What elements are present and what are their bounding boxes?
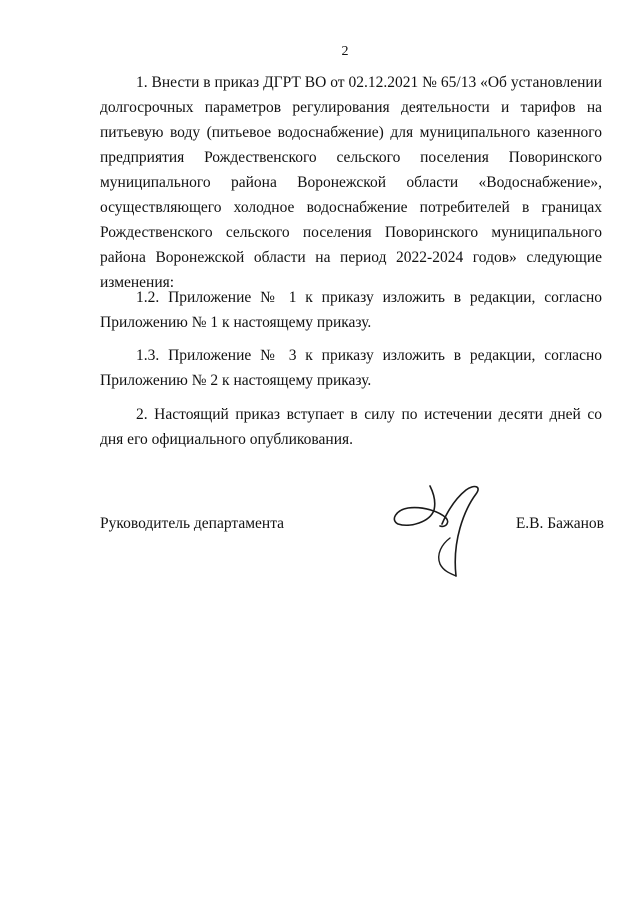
signature-block — [100, 515, 604, 595]
paragraph-appendix-3: 1.3. Приложение № 3 к приказу изложить в редакции, согласно Приложению № 2 к настоящему приказу. — [100, 347, 602, 389]
signatory-title: Руководитель департамента — [100, 515, 285, 532]
paragraph-effective-date: 2. Настоящий приказ вступает в силу по истечении десяти дней со дня его официального опубликования. — [100, 406, 602, 448]
paragraph-amendment-intro: 1. Внести в приказ ДГРТ ВО от 02.12.2021 № 65/13 «Об установлении долгосрочных параметров регулирования деятельности и тарифов на питьевую воду (питьевое водоснабжение) для муниципального казенного предприятия Рождественского сельского поселения Поворинского муниципального района Воронежской области «Водоснабжение», осуществляющего холодное водоснабжение потребителей в границах Рождественского сельского поселения Поворинского муниципального района Воронежской области на период 2022-2024 годов» следующие изменения: — [100, 74, 602, 291]
signatory-name: Е.В. Бажанов — [515, 515, 604, 532]
paragraph-appendix-1: 1.2. Приложение № 1 к приказу изложить в редакции, согласно Приложению № 1 к настоящему приказу. — [100, 289, 602, 331]
page-number: 2 — [341, 44, 349, 59]
handwritten-signature — [390, 480, 500, 590]
